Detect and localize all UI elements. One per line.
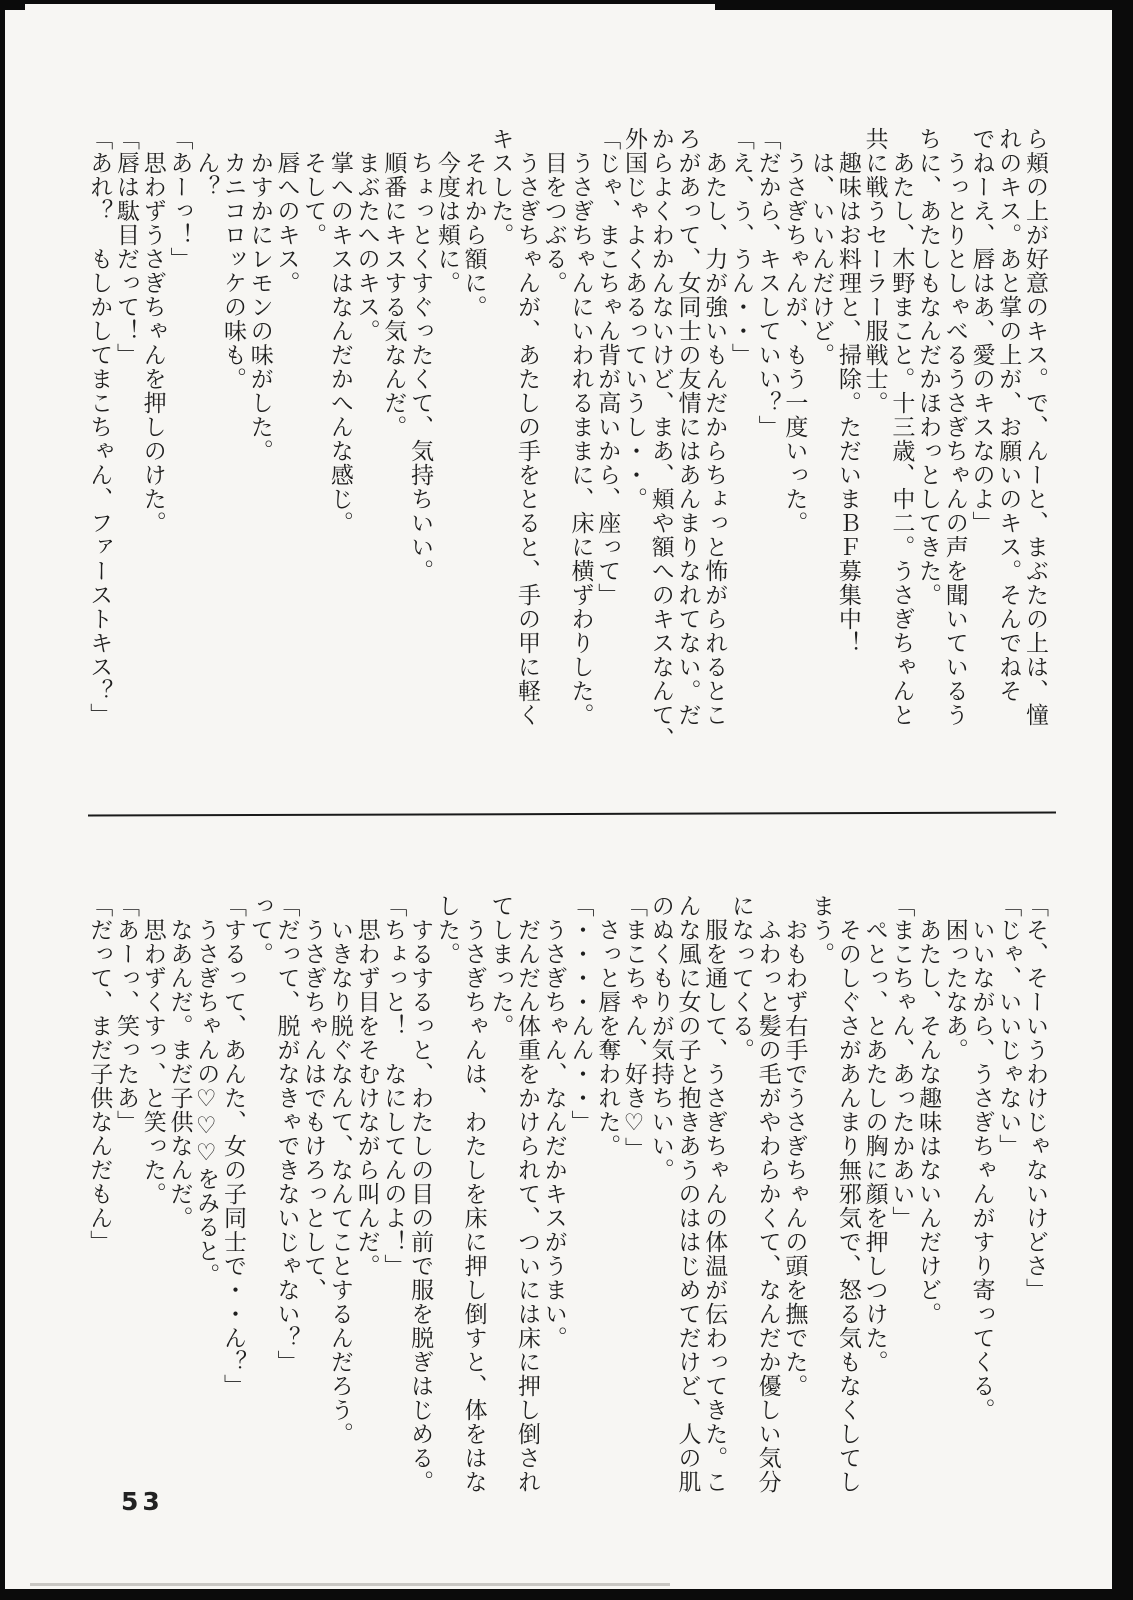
text-line: でねーえ、唇はあ、愛のキスなのよ」 [968, 127, 995, 535]
text-line: 思わず目をそむけながら叫んだ。 [353, 918, 380, 1278]
text-line: ちに、あたしもなんだかほわっとしてきた。 [915, 127, 942, 607]
text-line: 困ったなあ。 [941, 918, 968, 1062]
text-line: ちょっとくすぐったくて、気持ちいい。 [407, 151, 434, 583]
text-line: まう。 [808, 894, 835, 966]
text-line: うさぎちゃんが、あたしの手をとると、手の甲に軽く [514, 151, 541, 727]
text-line: 外国じゃよくあるっていうし・・。 [620, 127, 647, 511]
text-line: おもわず右手でうさぎちゃんの頭を撫でた。 [781, 918, 808, 1398]
text-line: 順番にキスする気なんだ。 [380, 151, 407, 439]
story-text-top [85, 127, 1048, 777]
text-line: いいながら、うさぎちゃんがすり寄ってくる。 [968, 918, 995, 1422]
text-line: うさぎちゃん、なんだかキスがうまい。 [540, 918, 567, 1350]
text-line: ん？ [193, 151, 220, 199]
text-line: 「じゃ、まこちゃん背が高いから、座って」 [594, 127, 621, 607]
text-line: それから額に。 [460, 151, 487, 319]
text-line: 「あーっ、笑ったあ」 [113, 894, 140, 1134]
text-line: 「するって、あんた、女の子同士で・・ん？」 [219, 894, 246, 1398]
text-line: 「あれ？ もしかしてまこちゃん、ファーストキス？」 [86, 127, 113, 727]
text-line: 今度は頬に。 [433, 151, 460, 295]
text-line: ぺとっ、とあたしの胸に顔を押しつけた。 [861, 918, 888, 1374]
scan-smudge [30, 1583, 670, 1586]
text-line: 唇へのキス。 [273, 151, 300, 295]
text-line: うさぎちゃんにいわれるままに、床に横ずわりした。 [567, 151, 594, 727]
text-line: だんだん体重をかけられて、ついには床に押し倒され [514, 918, 541, 1494]
text-line: 「まこちゃん、あったかあい」 [888, 894, 915, 1230]
text-line: うさぎちゃんが、もう一度いった。 [781, 151, 808, 535]
text-line: 共に戦うセーラー服戦士。 [861, 127, 888, 415]
text-line: は、いいんだけど。 [808, 151, 835, 367]
text-line: さっと唇を奪われた。 [594, 918, 621, 1158]
text-line: 「そ、そーいうわけじゃないけどさ」 [1022, 894, 1048, 1302]
story-text-bottom [85, 894, 1048, 1542]
text-line: 趣味はお料理と、掃除。ただいまＢＦ募集中！ [834, 151, 861, 655]
text-line: そのしぐさがあんまり無邪気で、怒る気もなくしてし [834, 918, 861, 1494]
text-line: うさぎちゃんはでもけろっとして、 [300, 918, 327, 1302]
text-line: 「・・・・んん・・」 [567, 894, 594, 1134]
scan-border-left [0, 0, 5, 1600]
text-line: って。 [246, 894, 273, 966]
text-line: カニコロッケの味も。 [219, 151, 246, 391]
text-line: んな風に女の子と抱きあうのははじめてだけど、人の肌 [674, 894, 701, 1494]
text-line: キスした。 [487, 127, 514, 247]
text-line: 「だって、まだ子供なんだもん」 [86, 894, 113, 1254]
text-line: からよくわかんないけど、まあ、頬や額へのキスなんて、 [647, 127, 674, 751]
text-line: ら頬の上が好意のキス。で、んーと、まぶたの上は、憧 [1022, 127, 1048, 727]
text-line: なあんだ。まだ子供なんだ。 [166, 918, 193, 1230]
text-line: になってくる。 [727, 894, 754, 1062]
text-line: ふわっと髪の毛がやわらかくて、なんだか優しい気分 [754, 918, 781, 1494]
text-line: 「ちょっと！ なにしてんのよ！」 [380, 894, 407, 1278]
text-line: 「あーっ！」 [166, 127, 193, 271]
text-line: てしまった。 [487, 894, 514, 1038]
text-line: 「え、う、うん・・」 [727, 127, 754, 367]
text-line: 「だから、キスしていい？」 [754, 127, 781, 439]
text-line: そして。 [300, 151, 327, 247]
scan-border-bottom [0, 1589, 1133, 1600]
text-line: あたし、そんな趣味はないんだけど。 [915, 918, 942, 1326]
text-line: 思わずうさぎちゃんを押しのけた。 [139, 151, 166, 535]
text-line: まぶたへのキス。 [353, 151, 380, 343]
text-line: いきなり脱ぐなんて、なんてことするんだろう。 [326, 918, 353, 1446]
text-line: うっとりとしゃべるうさぎちゃんの声を聞いているう [941, 151, 968, 727]
scan-border-right [1112, 0, 1133, 1600]
section-divider [88, 811, 1056, 816]
text-line: 思わずくすっ、と笑った。 [139, 918, 166, 1206]
text-line: 「唇は駄目だって！」 [113, 127, 140, 367]
text-line: 目をつぶる。 [540, 151, 567, 295]
text-line: あたし、力が強いもんだからちょっと怖がられるとこ [701, 151, 728, 727]
text-line: かすかにレモンの味がした。 [246, 151, 273, 463]
text-line: 「じゃ、いいじゃない」 [995, 894, 1022, 1158]
text-line: 掌へのキスはなんだかへんな感じ。 [326, 151, 353, 535]
text-line: うさぎちゃんの♡♡♡をみると。 [193, 918, 220, 1287]
text-line: あたし、木野まこと。十三歳、中二。うさぎちゃんと [888, 151, 915, 727]
text-line: ろがあって、女同士の友情にはあんまりなれてない。だ [674, 127, 701, 727]
scan-border-top-fade [25, 4, 715, 12]
text-line: するするっと、わたしの目の前で服を脱ぎはじめる。 [407, 918, 434, 1494]
text-line: 「だって、脱がなきゃできないじゃない？」 [273, 894, 300, 1374]
page-number: 53 [121, 1487, 164, 1516]
text-line: した。 [433, 894, 460, 966]
text-line: のぬくもりが気持ちいい。 [647, 894, 674, 1182]
text-line: 「まこちゃん、好き♡」 [620, 894, 647, 1161]
text-line: れのキス。あと掌の上が、お願いのキス。そんでねそ [995, 127, 1022, 703]
text-line: 服を通して、うさぎちゃんの体温が伝わってきた。こ [701, 918, 728, 1494]
text-line: うさぎちゃんは、わたしを床に押し倒すと、体をはな [460, 918, 487, 1494]
